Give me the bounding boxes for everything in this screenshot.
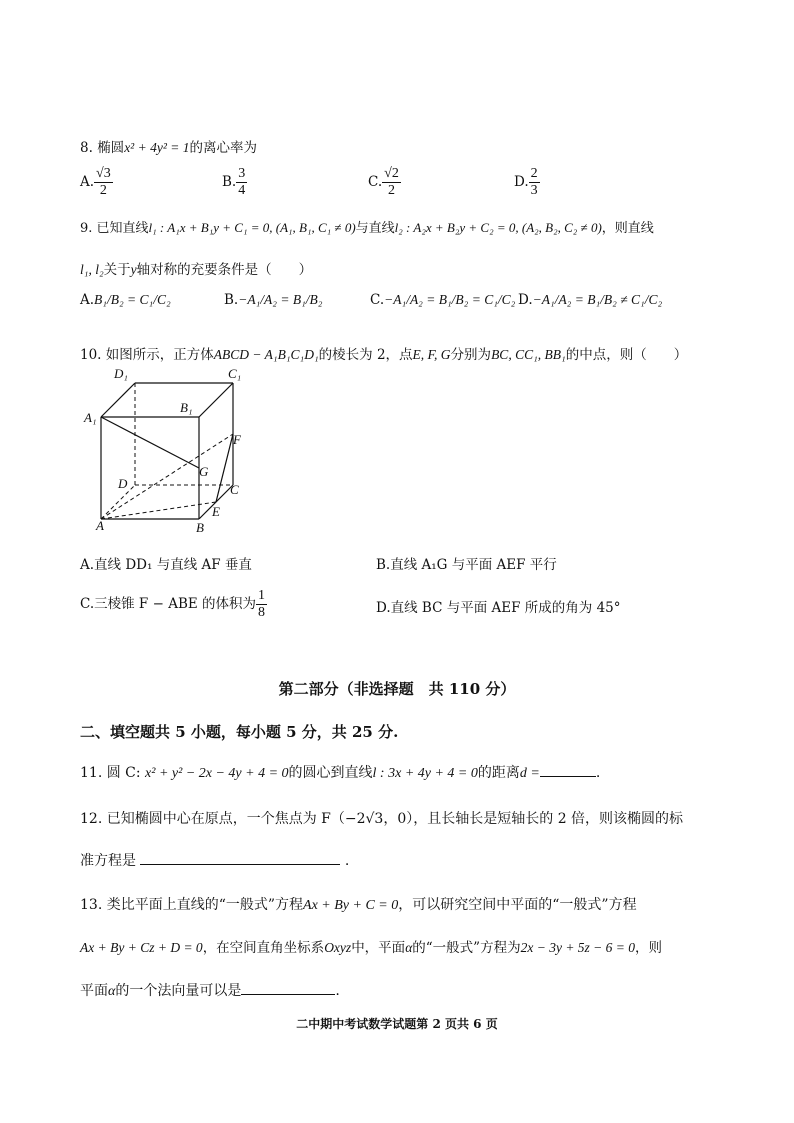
part2-title: 第二部分（非选择题 共 110 分）: [278, 680, 516, 698]
q13-line2: Ax + By + Cz + D = 0，在空间直角坐标系Oxyz中，平面α的“一般式”方程为2x − 3y + 5z − 6 = 0，则: [80, 940, 663, 956]
q8-option-b: B. $\frac{3}{4}$: [222, 166, 246, 198]
section-heading: 二、填空题共 5 小题，每小题 5 分，共 25 分.: [80, 723, 399, 741]
label-a: A: [96, 518, 104, 533]
q9-stem-line1: 9. 已知直线l₁ : A₁x + B₁y + C₁ = 0, (A₁, B₁, C₁ ≠ 0)与直线l₂ : A₂x + B₂y + C₂ = 0, (A₂, B₂, C₂ ≠ 0)，则直线: [80, 220, 654, 236]
label-e: E: [212, 504, 220, 519]
q10-option-a: A.直线 DD₁ 与直线 AF 垂直: [80, 557, 252, 573]
q13-answer-blank[interactable]: [241, 980, 335, 995]
q8-option-c: C. $\frac{√2}{2}$: [368, 166, 399, 198]
q8-option-a: A. $\frac{√3}{2}$: [80, 166, 111, 198]
q11: 11. 圆 C: x² + y² − 2x − 4y + 4 = 0的圆心到直线l : 3x + 4y + 4 = 0的距离d = .: [80, 762, 600, 782]
label-f: F: [233, 432, 241, 447]
label-g: G: [199, 464, 209, 479]
label-a1: A₁: [84, 410, 97, 425]
q10-option-c: C.三棱锥 F − ABE 的体积为 $\frac{1}{8}$: [80, 588, 266, 620]
q10-option-d: D.直线 BC 与平面 AEF 所成的角为 45°: [376, 600, 621, 616]
edge-b1-c1: [199, 383, 233, 417]
q13-line1: 13. 类比平面上直线的“一般式”方程Ax + By + C = 0，可以研究空间中平面的“一般式”方程: [80, 897, 637, 913]
label-c1: C₁: [228, 366, 242, 381]
label-d1: D₁: [114, 366, 128, 381]
q12-line2: 准方程是 .: [80, 850, 349, 870]
q10-stem: 10. 如图所示，正方体ABCD − A₁B₁C₁D₁的棱长为 2，点E, F, G分别为BC, CC₁, BB₁的中点，则（ ）: [80, 347, 688, 363]
q9-option-a: A.B₁/B₂ = C₁/C₂: [80, 292, 171, 308]
label-c: C: [230, 482, 239, 497]
q9-option-d: D.−A₁/A₂ = B₁/B₂ ≠ C₁/C₂: [518, 292, 663, 308]
label-d: D: [118, 476, 128, 491]
label-b1: B₁: [180, 400, 193, 415]
cube-figure: [78, 364, 258, 536]
q8-stem: 8. 椭圆x² + 4y² = 1的离心率为: [80, 140, 257, 156]
q12-line1: 12. 已知椭圆中心在原点，一个焦点为 F（−2√3，0），且长轴长是短轴长的 2 倍，则该椭圆的标: [80, 811, 684, 827]
q13-line3: 平面α的一个法向量可以是 .: [80, 980, 340, 1000]
q9-option-b: B.−A₁/A₂ = B₁/B₂: [224, 292, 323, 308]
q8-option-d: D. $\frac{2}{3}$: [514, 166, 538, 198]
segment-a1-g: [101, 417, 199, 468]
q9-option-c: C.−A₁/A₂ = B₁/B₂ = C₁/C₂: [370, 292, 516, 308]
q11-answer-blank[interactable]: [540, 762, 596, 777]
q12-answer-blank[interactable]: [140, 850, 340, 865]
edge-a1-d1: [101, 383, 135, 417]
q9-stem-line2: l₁, l₂关于y轴对称的充要条件是（ ）: [80, 262, 313, 278]
page-footer: 二中期中考试数学试题第 2 页共 6 页: [296, 1017, 498, 1031]
q10-option-b: B.直线 A₁G 与平面 AEF 平行: [376, 557, 557, 573]
label-b: B: [196, 520, 204, 535]
